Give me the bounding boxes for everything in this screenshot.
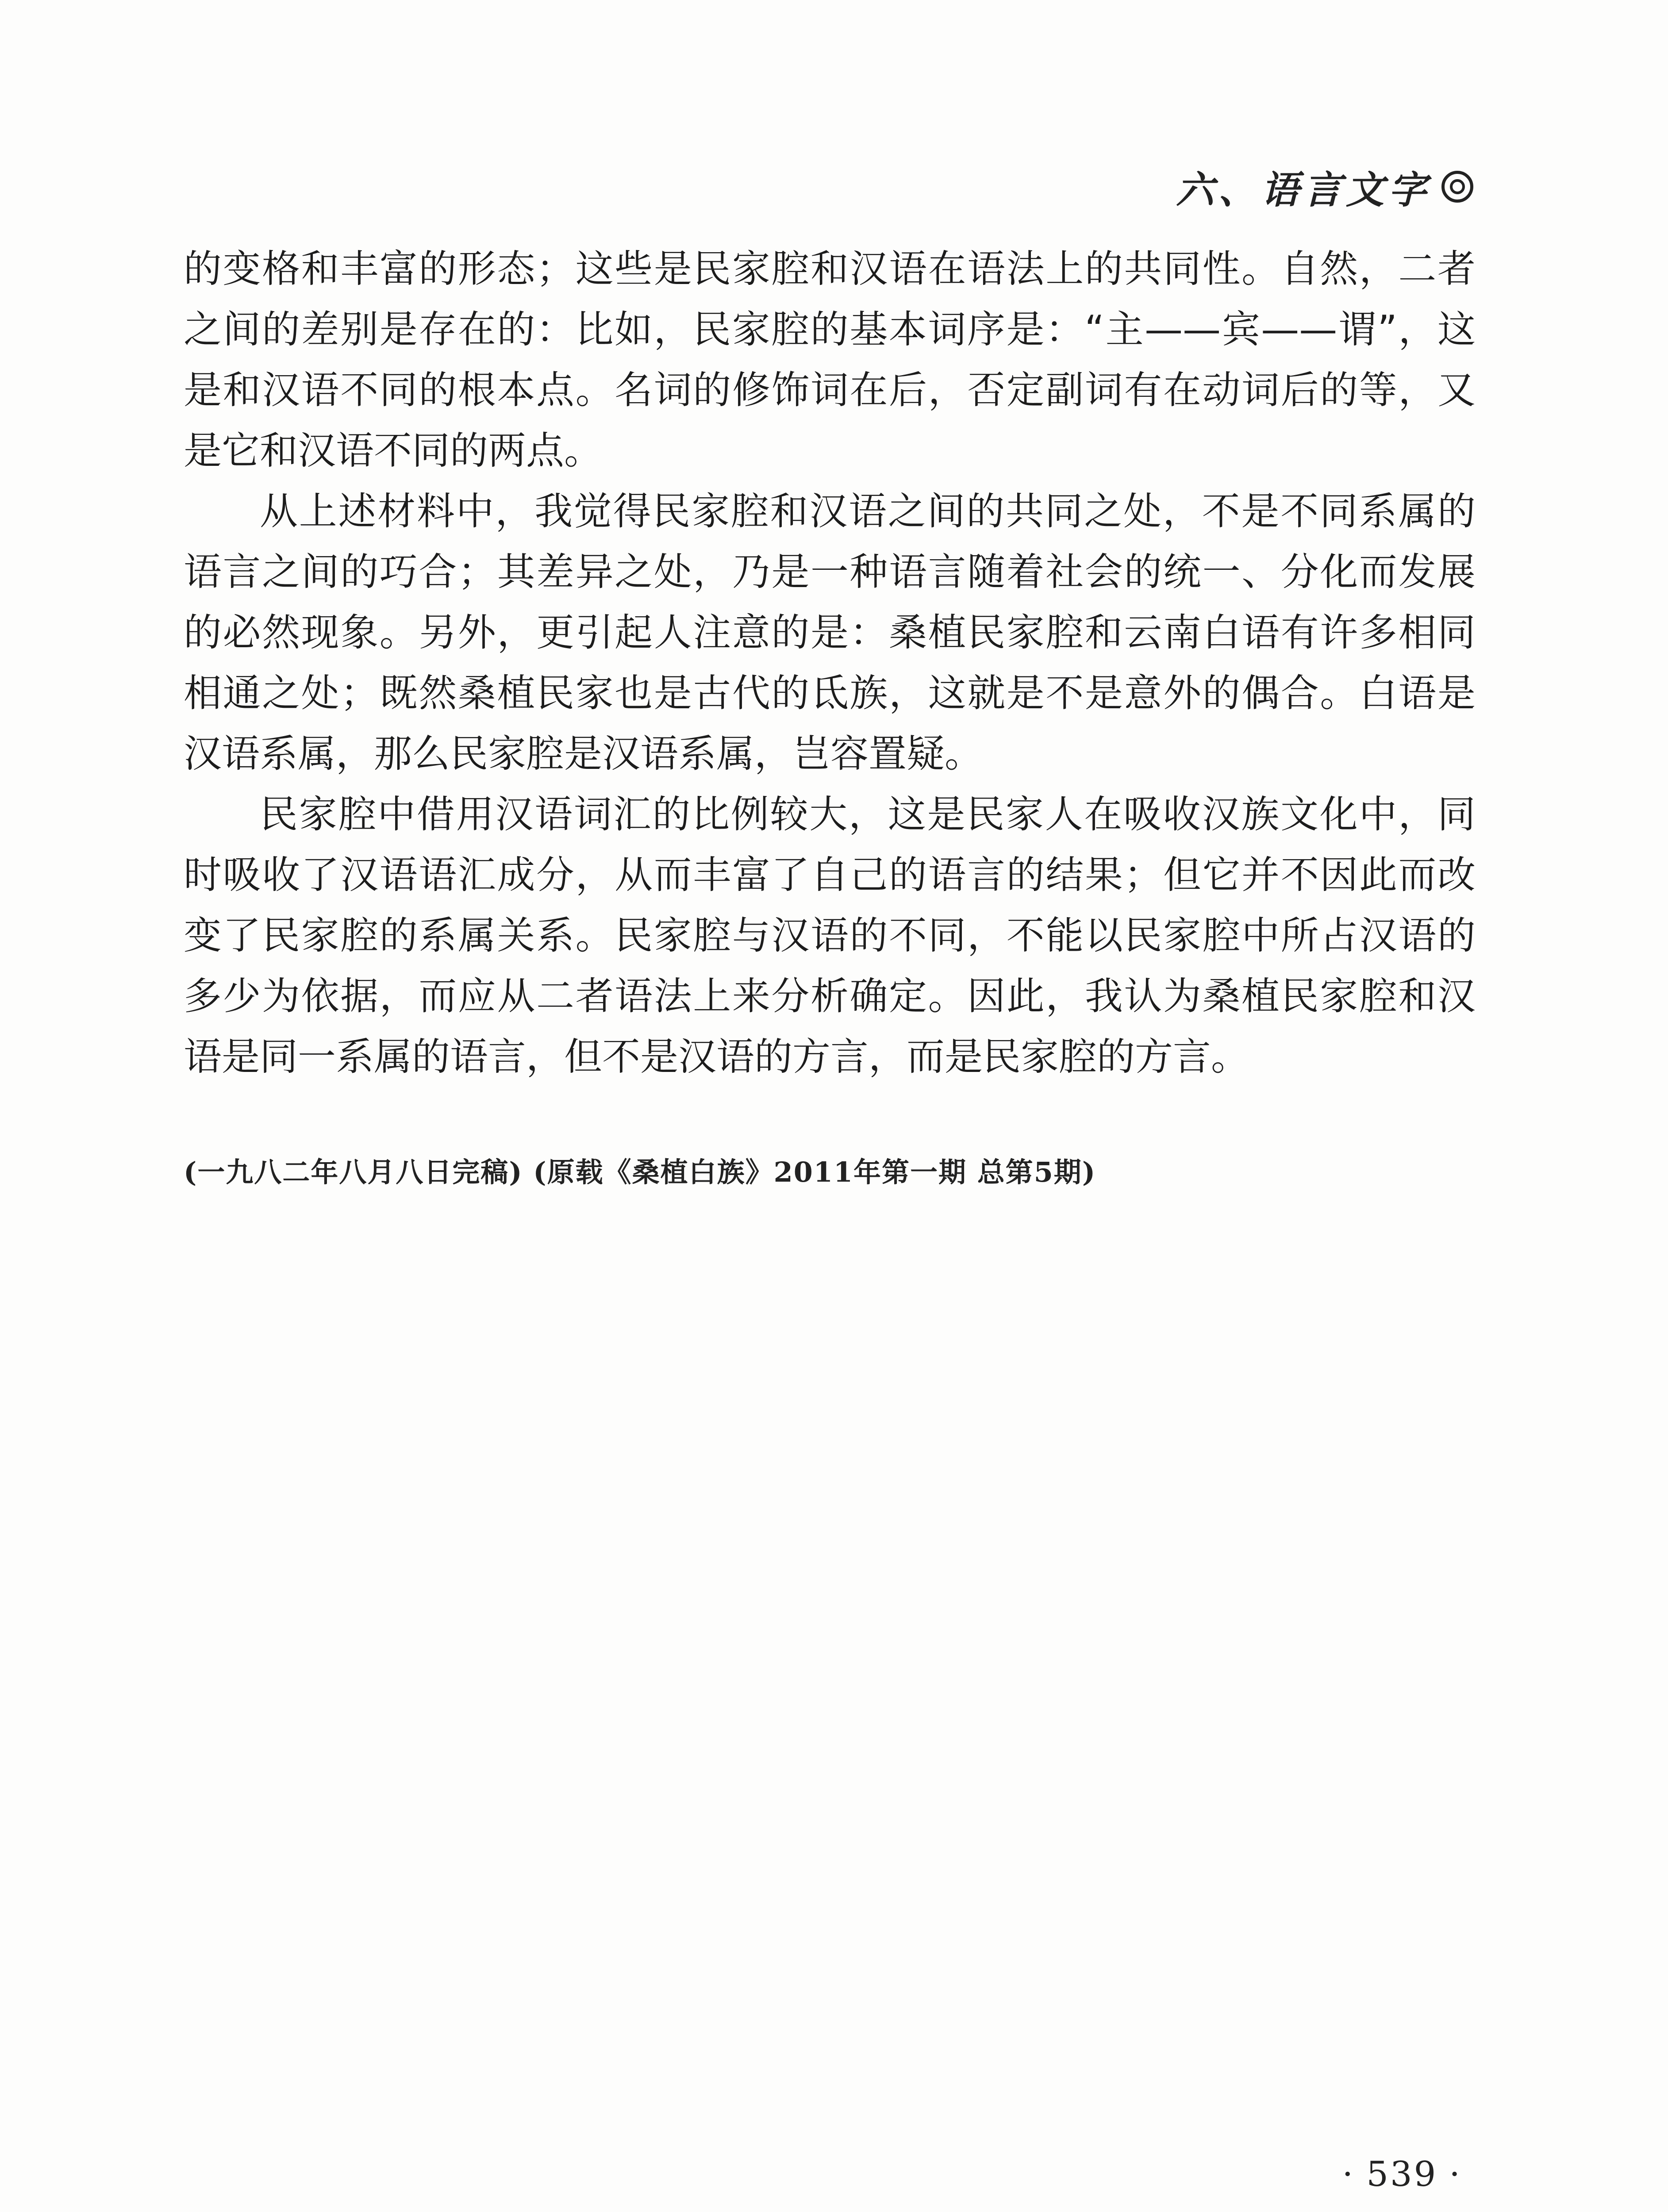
section-title: 六、语言文字	[1176, 168, 1431, 212]
double-circle-icon	[1441, 171, 1473, 203]
source-note: (一九八二年八月八日完稿) (原载《桑植白族》2011年第一期 总第5期)	[184, 1156, 1096, 1188]
page-number-dot-left: ·	[1342, 2154, 1355, 2194]
paragraph-1: 的变格和丰富的形态；这些是民家腔和汉语在语法上的共同性。自然，二者之间的差别是存在的：比如，民家腔的基本词序是：“主——宾——谓”，这是和汉语不同的根本点。名词的修饰词在后，否定副词有在动词后的等，又是它和汉语不同的两点。	[184, 247, 1476, 473]
page-number	[1331, 2154, 1473, 2194]
paragraph-2: 从上述材料中，我觉得民家腔和汉语之间的共同之处，不是不同系属的语言之间的巧合；其差异之处，乃是一种语言随着社会的统一、分化而发展的必然现象。另外，更引起人注意的是：桑植民家腔和云南白语有许多相同相通之处；既然桑植民家也是古代的氐族，这就是不是意外的偶合。白语是汉语系属，那么民家腔是汉语系属，岂容置疑。	[184, 489, 1476, 776]
paragraph-3: 民家腔中借用汉语词汇的比例较大，这是民家人在吸收汉族文化中，同时吸收了汉语语汇成分，从而丰富了自己的语言的结果；但它并不因此而改变了民家腔的系属关系。民家腔与汉语的不同，不能以民家腔中所占汉语的多少为依据，而应从二者语法上来分析确定。因此，我认为桑植民家腔和汉语是同一系属的语言，但不是汉语的方言，而是民家腔的方言。	[184, 792, 1476, 1079]
running-header	[1176, 159, 1473, 214]
page-number-dot-right: ·	[1449, 2154, 1462, 2194]
page-number-value: 539	[1366, 2154, 1438, 2194]
body-text	[184, 239, 1476, 1087]
